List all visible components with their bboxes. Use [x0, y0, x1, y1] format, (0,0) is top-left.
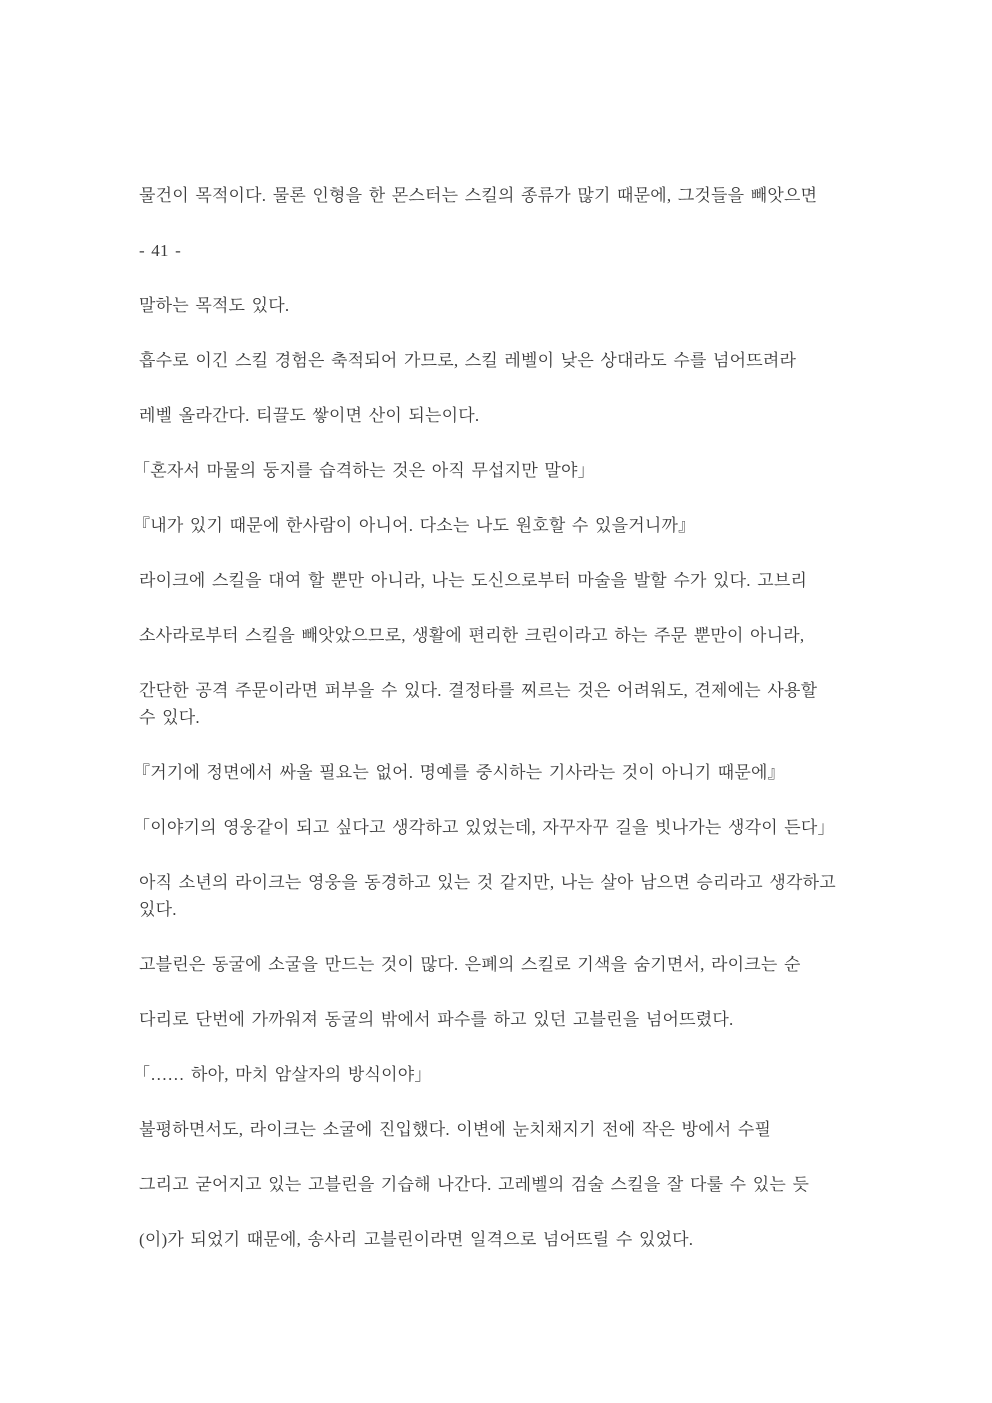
body-text-line: 수 있다.	[139, 708, 200, 727]
dialogue-line: 「혼자서 마물의 둥지를 습격하는 것은 아직 무섭지만 말야」	[133, 461, 595, 480]
body-text-line: 물건이 목적이다. 물론 인형을 한 몬스터는 스킬의 종류가 많기 때문에, 그것들을 빼앗으면	[139, 186, 818, 205]
body-text-line: 간단한 공격 주문이라면 퍼부을 수 있다. 결정타를 찌르는 것은 어려워도, 견제에는 사용할	[139, 681, 818, 700]
dialogue-line: 『내가 있기 때문에 한사람이 아니어. 다소는 나도 원호할 수 있을거니까』	[133, 516, 696, 535]
body-text-line: 고블린은 동굴에 소굴을 만드는 것이 많다. 은폐의 스킬로 기색을 숨기면서, 라이크는 순	[139, 955, 801, 974]
body-text-line: 있다.	[139, 900, 177, 919]
body-text-line: 아직 소년의 라이크는 영웅을 동경하고 있는 것 같지만, 나는 살아 남으면 승리라고 생각하고	[139, 873, 836, 892]
body-text-line: 그리고 굳어지고 있는 고블린을 기습해 나간다. 고레벨의 검술 스킬을 잘 다룰 수 있는 듯	[139, 1175, 810, 1194]
body-text-line: 흡수로 이긴 스킬 경험은 축적되어 가므로, 스킬 레벨이 낮은 상대라도 수를 넘어뜨려라	[139, 351, 797, 370]
body-text-line: 불평하면서도, 라이크는 소굴에 진입했다. 이변에 눈치채지기 전에 작은 방에서 수필	[139, 1120, 772, 1139]
body-text-line: 다리로 단번에 가까워져 동굴의 밖에서 파수를 하고 있던 고블린을 넘어뜨렸다.	[139, 1010, 734, 1029]
page-number: - 41 -	[139, 241, 182, 260]
body-text-line: 말하는 목적도 있다.	[139, 296, 290, 315]
body-text-line: 라이크에 스킬을 대여 할 뿐만 아니라, 나는 도신으로부터 마술을 발할 수가 있다. 고브리	[139, 571, 808, 590]
dialogue-line: 「이야기의 영웅같이 되고 싶다고 생각하고 있었는데, 자꾸자꾸 길을 빗나가는 생각이 든다」	[133, 818, 835, 837]
body-text-line: (이)가 되었기 때문에, 송사리 고블린이라면 일격으로 넘어뜨릴 수 있었다.	[139, 1230, 694, 1249]
dialogue-line: 「…… 하아, 마치 암살자의 방식이야」	[133, 1065, 432, 1084]
dialogue-line: 『거기에 정면에서 싸울 필요는 없어. 명예를 중시하는 기사라는 것이 아니기 때문에』	[133, 763, 785, 782]
body-text-line: 소사라로부터 스킬을 빼앗았으므로, 생활에 편리한 크린이라고 하는 주문 뿐만이 아니라,	[139, 626, 805, 645]
body-text-line: 레벨 올라간다. 티끌도 쌓이면 산이 되는이다.	[139, 406, 480, 425]
